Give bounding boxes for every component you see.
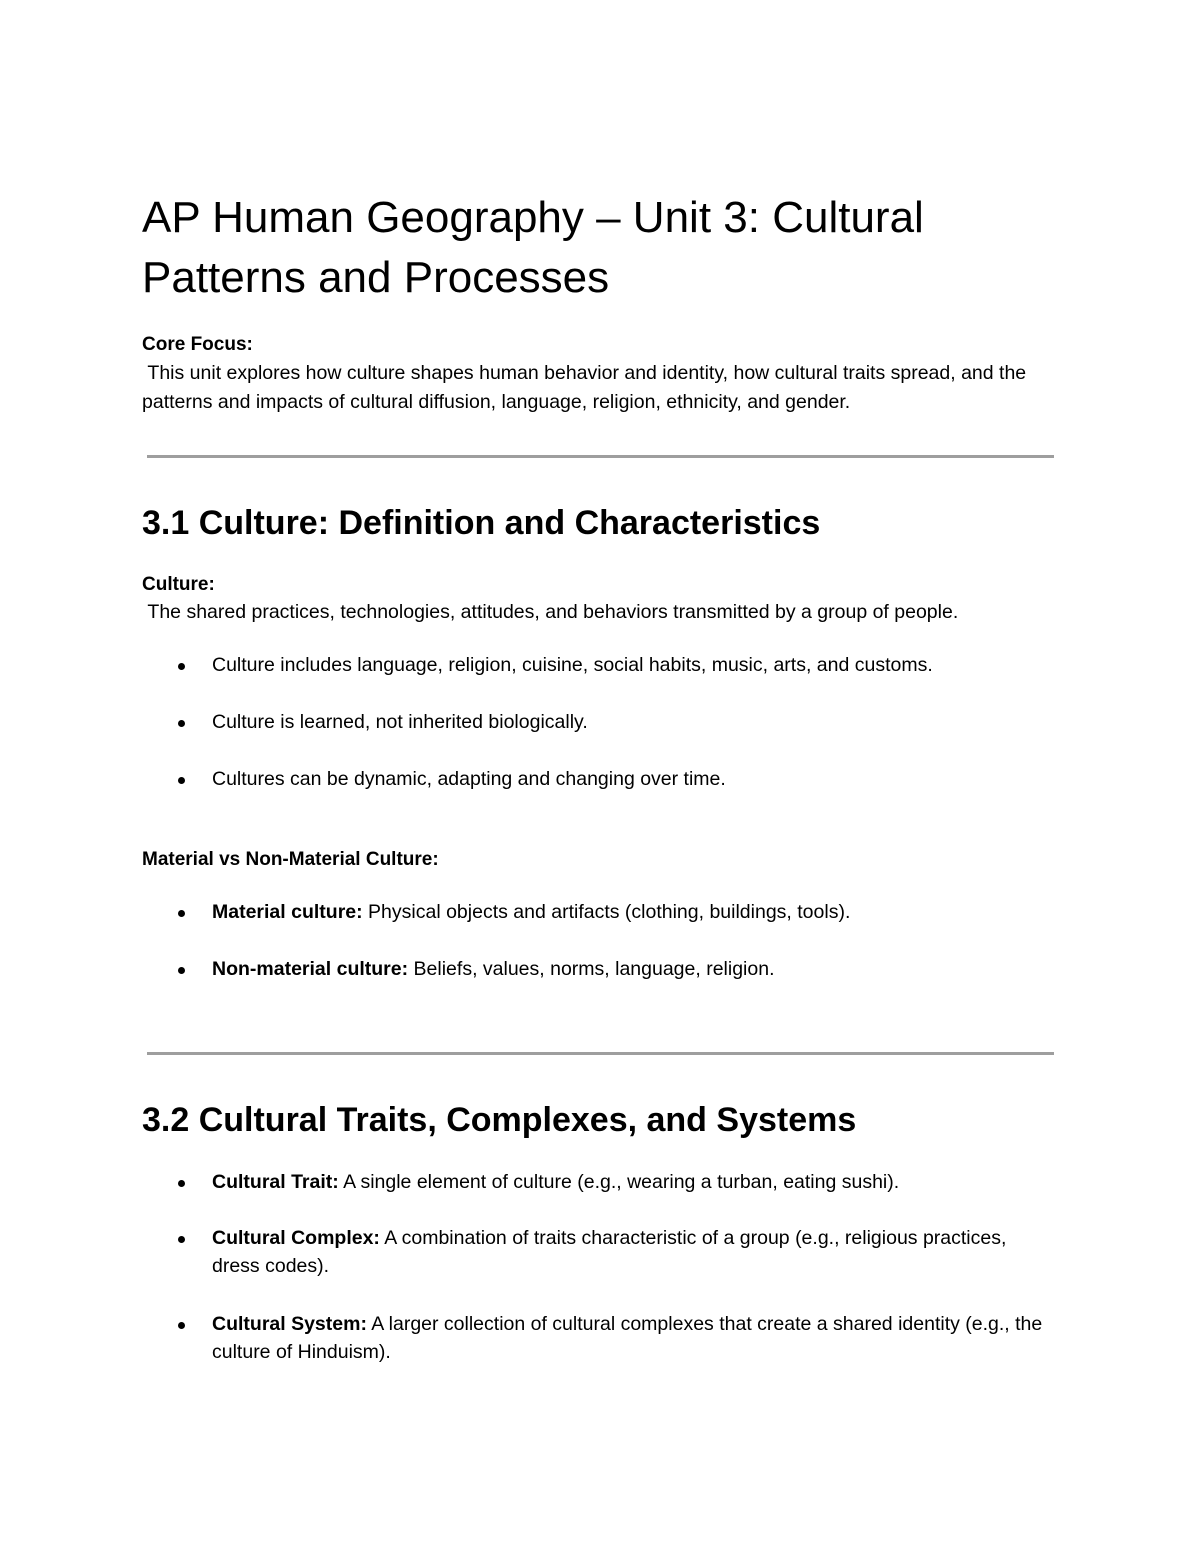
list-item-text: Cultures can be dynamic, adapting and changing over time. bbox=[212, 768, 726, 790]
term-description: A larger collection of cultural complexes that create a shared identity (e.g., the culture of Hinduism). bbox=[212, 1313, 1043, 1363]
list-item bbox=[178, 651, 1058, 679]
list-item-text: Culture includes language, religion, cuisine, social habits, music, arts, and customs. bbox=[212, 654, 933, 676]
culture-label: Culture: bbox=[142, 574, 215, 595]
section-heading-3-1: 3.1 Culture: Definition and Characteristics bbox=[142, 504, 821, 542]
list-item bbox=[178, 765, 1058, 793]
section-divider bbox=[147, 1052, 1054, 1055]
core-focus-label: Core Focus: bbox=[142, 334, 253, 355]
bullet-icon bbox=[178, 967, 185, 974]
bullet-icon bbox=[178, 777, 185, 784]
culture-definition: The shared practices, technologies, attitudes, and behaviors transmitted by a group of people. bbox=[142, 601, 959, 623]
bullet-icon bbox=[178, 1322, 185, 1329]
term: Non-material culture: bbox=[212, 958, 409, 980]
document-title: AP Human Geography – Unit 3: Cultural Patterns and Processes bbox=[142, 193, 924, 302]
material-culture-label: Material vs Non-Material Culture: bbox=[142, 849, 439, 870]
list-item bbox=[178, 1168, 1058, 1196]
term: Cultural System: bbox=[212, 1313, 367, 1335]
term: Cultural Trait: bbox=[212, 1171, 339, 1193]
bullet-icon bbox=[178, 720, 185, 727]
section-heading-3-2: 3.2 Cultural Traits, Complexes, and Systems bbox=[142, 1101, 857, 1139]
term-description: A single element of culture (e.g., wearing a turban, eating sushi). bbox=[338, 1171, 900, 1193]
list-item bbox=[178, 955, 1058, 983]
list-item bbox=[178, 708, 1058, 736]
list-item bbox=[178, 1310, 1058, 1366]
term-description: Physical objects and artifacts (clothing, buildings, tools). bbox=[362, 901, 851, 923]
bullet-icon bbox=[178, 910, 185, 917]
list-item-text: Culture is learned, not inherited biologically. bbox=[212, 711, 588, 733]
term: Material culture: bbox=[212, 901, 363, 923]
core-focus-text: This unit explores how culture shapes human behavior and identity, how cultural traits spread, and the patterns and impacts of cultural diffusion, language, religion, ethnicity, and gender. bbox=[142, 362, 1032, 413]
section-divider bbox=[147, 455, 1054, 458]
list-item bbox=[178, 898, 1058, 926]
bullet-icon bbox=[178, 663, 185, 670]
list-item bbox=[178, 1224, 1058, 1280]
bullet-icon bbox=[178, 1236, 185, 1243]
term: Cultural Complex: bbox=[212, 1227, 380, 1249]
term-description: Beliefs, values, norms, language, religion. bbox=[408, 958, 775, 980]
term-description: A combination of traits characteristic of a group (e.g., religious practices, dress codes). bbox=[212, 1227, 1007, 1277]
bullet-icon bbox=[178, 1180, 185, 1187]
